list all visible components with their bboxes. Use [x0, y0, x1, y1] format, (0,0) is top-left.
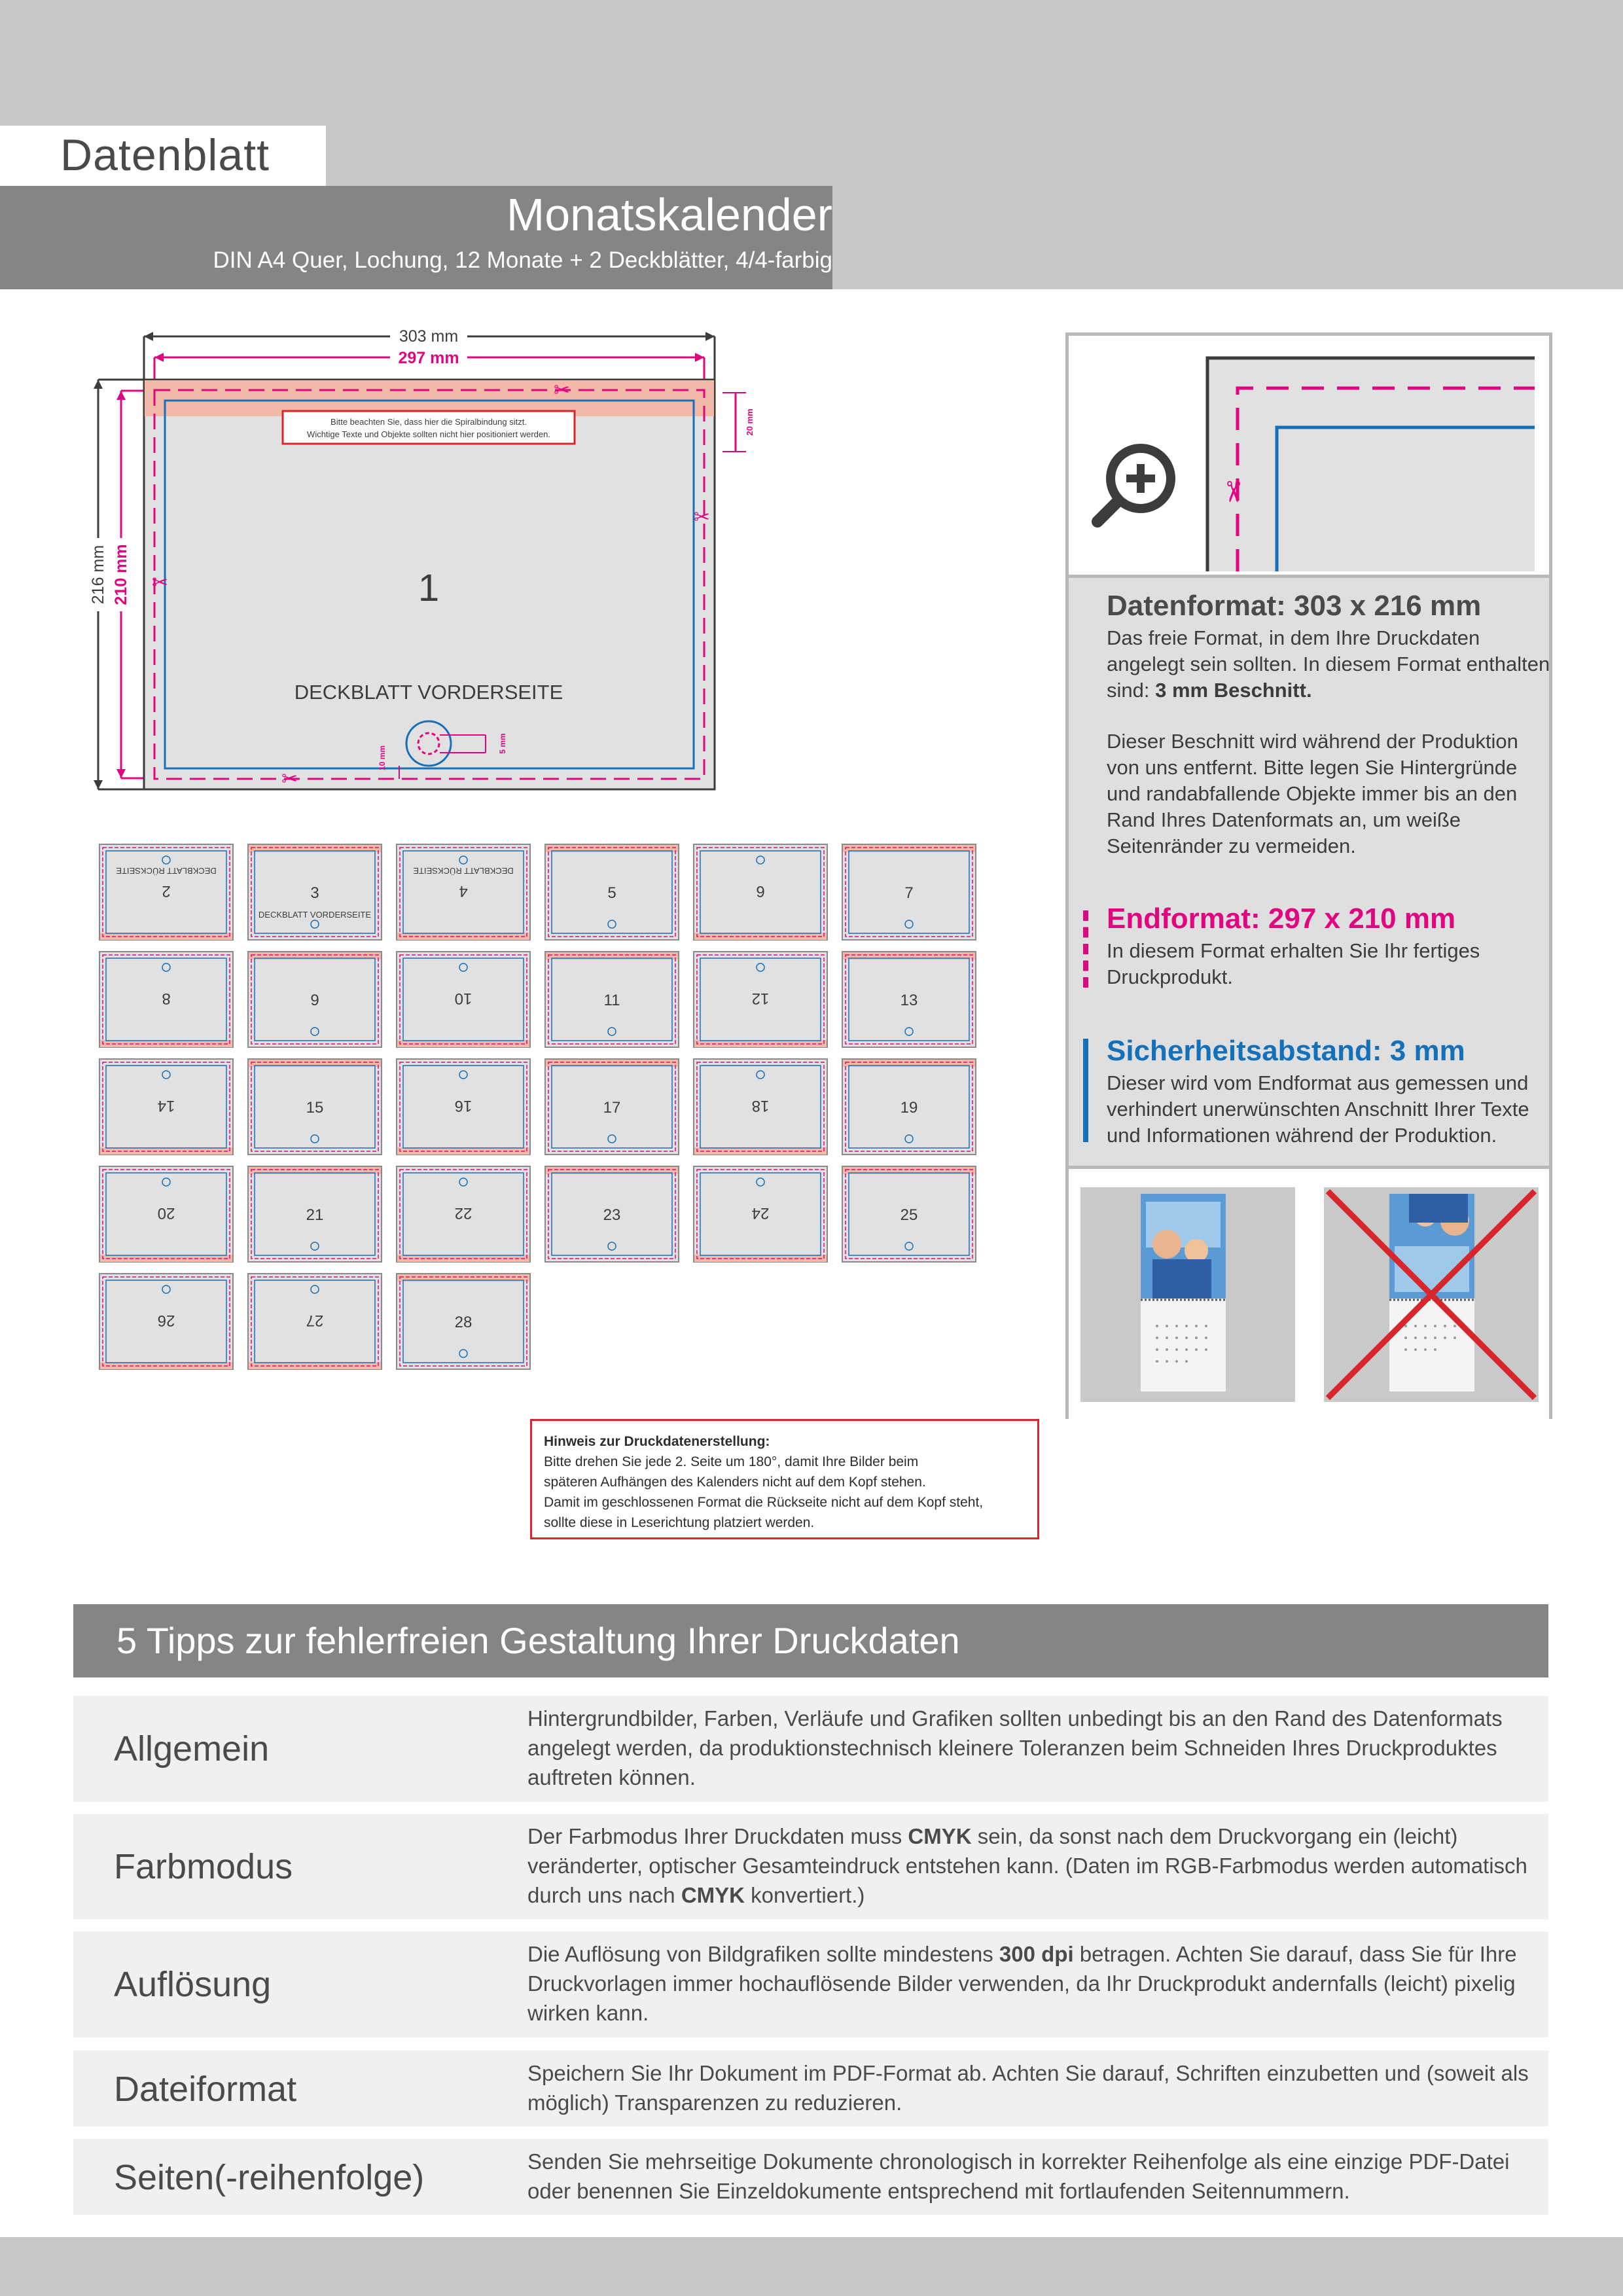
thumbnail-page — [842, 952, 976, 1047]
scissors-icon: ✂ — [554, 379, 571, 402]
endformat-text: In diesem Format erhalten Sie Ihr fertiges Druckprodukt. — [1107, 939, 1480, 988]
thumbnail-page — [99, 952, 233, 1047]
thumbnail-page — [397, 1274, 530, 1369]
tip-name: Allgemein — [114, 1729, 270, 1768]
thumbnail-page — [694, 1059, 827, 1155]
thumbnail-page-number: 10 — [454, 990, 473, 1007]
tip-name: Dateiformat — [114, 2070, 297, 2109]
page-subtitle: DIN A4 Quer, Lochung, 12 Monate + 2 Deckblätter, 4/4-farbig — [213, 247, 832, 273]
thumbnail-page — [99, 1166, 233, 1262]
thumbnail-page — [545, 844, 679, 940]
tip-text — [527, 2147, 1535, 2206]
note-line-1: Bitte drehen Sie jede 2. Seite um 180°, damit Ihre Bilder beim — [544, 1454, 919, 1469]
height-inner-label: 210 mm — [112, 544, 130, 605]
thumbnail-page-number: 4 — [459, 882, 468, 900]
thumbnail-page-number: 16 — [454, 1097, 473, 1115]
thumbnail-page-number: 28 — [454, 1314, 473, 1331]
thumbnail-page-number: 6 — [756, 882, 765, 900]
tip-name: Auflösung — [114, 1965, 272, 2004]
note-line-3: Damit im geschlossenen Format die Rückseite nicht auf dem Kopf steht, — [544, 1495, 984, 1510]
top-margin-label: 20 mm — [745, 408, 755, 436]
thumbnail-page-number: 5 — [607, 884, 616, 902]
thumbnail-page-number: 11 — [603, 992, 620, 1009]
datenformat-text-bold: 3 mm Beschnitt. — [1155, 679, 1312, 702]
thumbnail-page — [694, 844, 827, 940]
thumbnail-page-number: 20 — [157, 1204, 175, 1222]
tip-row — [73, 1696, 1548, 1802]
thumbnail-page-number: 18 — [751, 1097, 770, 1115]
thumbnail-page — [842, 844, 976, 940]
thumbnail-page-number: 27 — [306, 1312, 324, 1329]
tip-text — [527, 1821, 1535, 1910]
thumbnail-page — [248, 1059, 382, 1155]
tip-text-bold: 300 dpi — [999, 1942, 1074, 1966]
footer-band — [0, 2237, 1623, 2296]
thumbnail-page-label: DECKBLATT RÜCKSEITE — [116, 866, 217, 876]
thumbnail-page-number: 7 — [904, 884, 914, 902]
thumbnail-page — [99, 844, 233, 940]
thumbnail-page — [397, 1059, 530, 1155]
thumbnail-page-number: 21 — [306, 1206, 324, 1224]
thumbnail-page-number: 9 — [310, 992, 319, 1009]
datenblatt-label: Datenblatt — [60, 130, 270, 180]
tip-text-part: konvertiert.) — [745, 1883, 865, 1907]
thumbnail-page — [248, 952, 382, 1047]
sicherheit-marker — [1083, 1039, 1088, 1142]
datenformat-text-part: Das freie Format, in dem Ihre Druckdaten angelegt sein sollten. In diesem Format enthalten sind: — [1107, 626, 1550, 702]
thumbnail-page — [545, 952, 679, 1047]
datenformat-text-2: Dieser Beschnitt wird während der Produktion von uns entfernt. Bitte legen Sie Hintergründe und randabfallende Objekte immer bis an den Rand Ihres Datenformats an, um weiße Seitenränder zu vermeiden. — [1107, 730, 1518, 857]
tip-text-part: Die Auflösung von Bildgrafiken sollte mindestens — [527, 1942, 999, 1966]
thumbnail-page-label: DECKBLATT VORDERSEITE — [258, 910, 372, 920]
wrong-example-image — [1324, 1187, 1539, 1402]
thumbnail-page — [545, 1166, 679, 1262]
hole-dim-b: 5 mm — [498, 733, 507, 754]
thumbnail-page-number: 13 — [900, 992, 918, 1009]
height-outer-label: 216 mm — [89, 545, 107, 605]
page-title: Monatskalender — [506, 189, 832, 240]
hole-dim-a: 10 mm — [378, 745, 387, 771]
thumbnail-page — [397, 1166, 530, 1262]
scissors-icon: ✂ — [281, 768, 298, 791]
datenformat-title: Datenformat: 303 x 216 mm — [1107, 590, 1482, 622]
thumbnail-page — [842, 1059, 976, 1155]
spiral-warning-line-2: Wichtige Texte und Objekte sollten nicht hier positioniert werden. — [307, 429, 550, 439]
scissors-icon: ✂ — [1216, 480, 1249, 504]
sicherheit-title: Sicherheitsabstand: 3 mm — [1107, 1035, 1465, 1067]
scissors-icon: ✂ — [694, 506, 711, 529]
thumbnail-page — [99, 1274, 233, 1369]
magnifier-plus-icon — [1097, 448, 1171, 522]
thumbnail-page — [397, 952, 530, 1047]
tip-text-bold: CMYK — [681, 1883, 745, 1907]
thumbnail-page — [397, 844, 530, 940]
tip-row — [73, 2051, 1548, 2126]
tip-text-part: betragen. Achten Sie darauf, dass Sie für Ihre Druckvorlagen immer hochauflösende Bilder verwenden, da Ihr Druckprodukt andernfalls (leicht) pixelig wirken kann. — [527, 1942, 1517, 2025]
endformat-title: Endformat: 297 x 210 mm — [1107, 903, 1456, 935]
thumbnail-page — [842, 1166, 976, 1262]
zoom-detail — [1069, 336, 1549, 578]
note-title: Hinweis zur Druckdatenerstellung: — [544, 1434, 770, 1449]
page-number: 1 — [418, 567, 440, 609]
note-line-2: späteren Aufhängen des Kalenders nicht auf dem Kopf stehen. — [544, 1475, 926, 1490]
width-inner-label: 297 mm — [398, 349, 459, 367]
scissors-icon: ✂ — [152, 571, 169, 594]
sicherheit-text: Dieser wird vom Endformat aus gemessen und verhindert unerwünschten Anschnitt Ihrer Texte und Informationen während der Produktion. — [1107, 1071, 1529, 1147]
thumbnail-page-number: 26 — [157, 1312, 175, 1329]
thumbnail-page-number: 23 — [603, 1206, 621, 1224]
tip-text-part: sein, da sonst nach dem Druckvorgang ein (leicht) veränderter, optischer Gesamteindruck entstehen kann. (Daten im RGB-Farbmodus werden automatisch durch uns nach — [527, 1824, 1527, 1907]
thumbnail-page — [545, 1059, 679, 1155]
info-panel — [1065, 332, 1552, 1419]
note-line-4: sollte diese in Leserichtung platziert werden. — [544, 1515, 815, 1530]
thumbnail-page-number: 19 — [900, 1099, 918, 1117]
print-data-note — [530, 1419, 1039, 1539]
thumbnail-page — [248, 1166, 382, 1262]
tip-text — [527, 1704, 1535, 1792]
tip-text-part: Speichern Sie Ihr Dokument im PDF-Format ab. Achten Sie darauf, Schriften einzubetten und (soweit als möglich) Transparenzen zu reduzieren. — [527, 2061, 1529, 2115]
thumbnail-page-number: 24 — [751, 1204, 770, 1222]
thumbnail-page-number: 17 — [603, 1099, 621, 1117]
thumbnail-page-label: DECKBLATT RÜCKSEITE — [413, 866, 514, 876]
thumbnail-page-number: 3 — [310, 884, 319, 902]
tip-text-part: Senden Sie mehrseitige Dokumente chronologisch in korrekter Reihenfolge als eine einzige PDF-Datei oder benennen Sie Einzeldokumente entsprechend mit fortlaufenden Seitennummern. — [527, 2149, 1510, 2203]
endformat-marker — [1083, 910, 1094, 988]
thumbnail-page-number: 22 — [454, 1204, 473, 1222]
tips-title: 5 Tipps zur fehlerfreien Gestaltung Ihrer Druckdaten — [116, 1620, 960, 1661]
datenformat-text — [1107, 625, 1552, 704]
tip-name: Seiten(-reihenfolge) — [114, 2158, 425, 2197]
thumbnail-grid — [99, 844, 976, 1369]
tip-text-part: Der Farbmodus Ihrer Druckdaten muss — [527, 1824, 908, 1848]
tip-row — [73, 2139, 1548, 2215]
page-label: DECKBLATT VORDERSEITE — [294, 681, 563, 704]
tip-row — [73, 1814, 1548, 1920]
tip-name: Farbmodus — [114, 1847, 293, 1886]
thumbnail-page — [694, 1166, 827, 1262]
format-diagram — [0, 289, 1047, 1566]
thumbnail-page — [248, 844, 382, 940]
thumbnail-page-number: 12 — [751, 990, 770, 1007]
thumbnail-page — [694, 952, 827, 1047]
zoom-detail-graphic — [1069, 336, 1549, 575]
thumbnail-page-number: 15 — [306, 1099, 324, 1117]
width-outer-label: 303 mm — [399, 327, 459, 346]
tip-row — [73, 1931, 1548, 2037]
thumbnail-page-number: 2 — [162, 882, 171, 900]
tip-text — [527, 2058, 1535, 2117]
thumbnail-page-number: 14 — [157, 1097, 175, 1115]
tip-text-bold: CMYK — [908, 1824, 972, 1848]
thumbnail-page-number: 8 — [162, 990, 171, 1007]
thumbnail-page — [248, 1274, 382, 1369]
tip-text-part: Hintergrundbilder, Farben, Verläufe und Grafiken sollten unbedingt bis an den Rand des Datenformats angelegt werden, da produktionstechnisch kleinere Toleranzen beim Schneiden Ihres Druckproduktes auftreten können. — [527, 1706, 1503, 1789]
hanging-examples-graphic — [1069, 1169, 1549, 1419]
tip-text — [527, 1939, 1535, 2028]
spiral-warning-line-1: Bitte beachten Sie, dass hier die Spiralbindung sitzt. — [330, 417, 527, 427]
correct-example-image — [1080, 1187, 1295, 1402]
thumbnail-page-number: 25 — [900, 1206, 918, 1224]
thumbnail-page — [99, 1059, 233, 1155]
hanging-examples — [1069, 1166, 1549, 1419]
